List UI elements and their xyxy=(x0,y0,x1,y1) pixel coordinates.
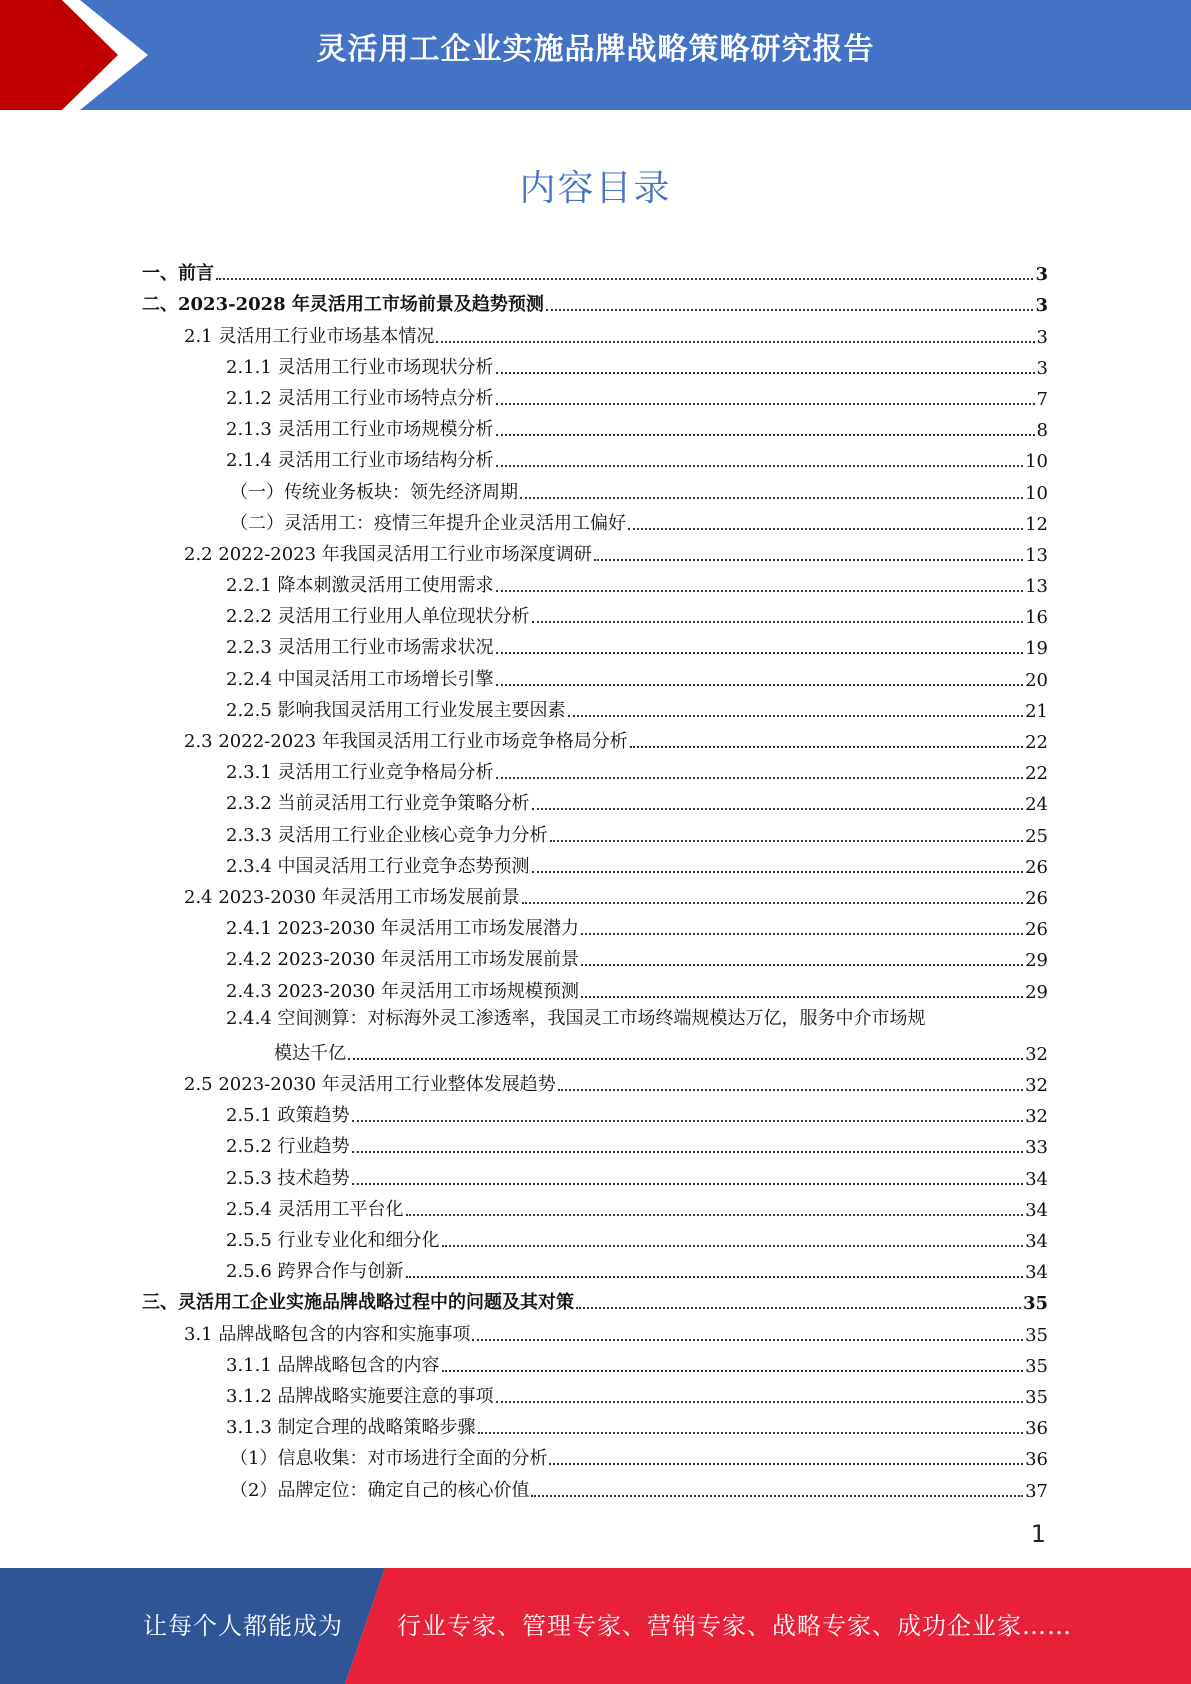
toc-entry[interactable] xyxy=(142,971,1048,1002)
dot-leader xyxy=(496,589,1024,592)
toc-entry-page: 35 xyxy=(1025,1324,1048,1346)
dot-leader xyxy=(581,963,1023,966)
toc-entry-label: 2.1.2 灵活用工行业市场特点分析 xyxy=(226,387,494,409)
dot-leader xyxy=(568,714,1024,717)
toc-entry-label: 2.2.4 中国灵活用工市场增长引擎 xyxy=(226,668,494,690)
dot-leader xyxy=(442,1244,1024,1247)
dot-leader xyxy=(496,433,1035,436)
toc-entry-page: 34 xyxy=(1025,1231,1048,1252)
dot-leader xyxy=(436,340,1034,343)
dot-leader xyxy=(594,558,1023,561)
toc-entry[interactable] xyxy=(142,472,1048,503)
dot-leader xyxy=(496,371,1035,374)
toc-entry-page: 21 xyxy=(1025,700,1048,722)
toc-entry-label: 2.3.2 当前灵活用工行业竞争策略分析 xyxy=(226,793,530,815)
toc-entry[interactable] xyxy=(142,254,1048,285)
dot-leader xyxy=(478,1431,1024,1434)
dot-leader xyxy=(352,1182,1024,1185)
toc-entry-label: 2.2.2 灵活用工行业用人单位现状分析 xyxy=(226,606,530,628)
toc-entry[interactable] xyxy=(142,1408,1048,1439)
toc-entry-page: 10 xyxy=(1025,451,1048,473)
toc-entry-label: 2.3 2022-2023 年我国灵活用工行业市场竞争格局分析 xyxy=(184,731,628,752)
toc-entry[interactable] xyxy=(142,1127,1048,1158)
dot-leader xyxy=(496,402,1035,405)
dot-leader xyxy=(496,1400,1024,1403)
toc-entry-label: 2.5 2023-2030 年灵活用工行业整体发展趋势 xyxy=(184,1074,556,1096)
dot-leader xyxy=(581,995,1023,998)
toc-entry-page: 33 xyxy=(1025,1137,1048,1159)
footer-slogan-left: 让每个人都能成为 xyxy=(143,1612,343,1640)
toc-entry[interactable] xyxy=(142,441,1048,472)
toc-entry[interactable] xyxy=(142,815,1048,846)
dot-leader xyxy=(522,901,1023,904)
dot-leader xyxy=(630,745,1023,748)
dot-leader xyxy=(406,1213,1024,1216)
toc-entry-label-continued: 模达千亿 xyxy=(274,1042,346,1064)
toc-entry[interactable] xyxy=(142,940,1048,971)
toc-entry-page: 34 xyxy=(1025,1199,1048,1221)
toc-entry-label: （1）信息收集：对市场进行全面的分析 xyxy=(230,1448,548,1470)
dot-leader xyxy=(496,683,1024,686)
toc-entry[interactable] xyxy=(142,316,1048,347)
toc-entry[interactable] xyxy=(142,597,1048,628)
toc-entry-label: 3.1.2 品牌战略实施要注意的事项 xyxy=(226,1385,494,1407)
toc-entry-label: 2.5.3 技术趋势 xyxy=(226,1167,350,1189)
page-footer xyxy=(0,1568,1191,1684)
toc-entry-page: 32 xyxy=(1025,1106,1048,1128)
toc-entry-label: 2.2.3 灵活用工行业市场需求状况 xyxy=(226,637,494,659)
toc-entry-label: 2.1 灵活用工行业市场基本情况 xyxy=(184,325,435,347)
page-number: 1 xyxy=(1030,1520,1046,1548)
toc-entry-page: 3 xyxy=(1036,357,1048,379)
toc-entry-label: 2.4.1 2023-2030 年灵活用工市场发展潜力 xyxy=(226,918,579,940)
toc-entry-page: 7 xyxy=(1036,388,1048,410)
toc-entry-page: 13 xyxy=(1025,576,1048,598)
toc-entry-page: 34 xyxy=(1025,1262,1048,1284)
toc-entry-label: （二）灵活用工：疫情三年提升企业灵活用工偏好 xyxy=(230,512,626,534)
toc-entry-label: 2.1.4 灵活用工行业市场结构分析 xyxy=(226,450,494,472)
dot-leader xyxy=(546,308,1034,311)
toc-entry[interactable] xyxy=(142,285,1048,316)
toc-entry[interactable] xyxy=(142,566,1048,597)
toc-entry-label: 2.4.2 2023-2030 年灵活用工市场发展前景 xyxy=(226,949,579,971)
report-title: 灵活用工企业实施品牌战略策略研究报告 xyxy=(316,32,875,67)
toc-entry-label: 2.2.5 影响我国灵活用工行业发展主要因素 xyxy=(226,699,566,721)
toc-entry[interactable] xyxy=(142,628,1048,659)
toc-entry[interactable] xyxy=(142,1283,1048,1314)
toc-entry-page: 24 xyxy=(1025,794,1048,816)
toc-entry-label: 2.5.1 政策趋势 xyxy=(226,1105,350,1127)
toc-entry-label: 2.5.2 行业趋势 xyxy=(226,1136,350,1158)
toc-entry[interactable] xyxy=(142,1221,1048,1252)
toc-entry-page: 36 xyxy=(1025,1449,1048,1471)
toc-entry-page: 13 xyxy=(1025,544,1048,566)
toc-entry-label: 2.4.3 2023-2030 年灵活用工市场规模预测 xyxy=(226,980,579,1002)
toc-entry[interactable] xyxy=(142,1190,1048,1221)
toc-entry-page: 36 xyxy=(1025,1418,1048,1440)
dot-leader xyxy=(496,464,1024,467)
toc-entry-page: 26 xyxy=(1025,856,1048,878)
toc-entry-label: 三、灵活用工企业实施品牌战略过程中的问题及其对策 xyxy=(142,1292,574,1314)
toc-entry-label: 3.1.1 品牌战略包含的内容 xyxy=(226,1354,440,1376)
toc-entry[interactable] xyxy=(142,504,1048,535)
dot-leader xyxy=(496,776,1024,779)
toc-entry-label: 2.2 2022-2023 年我国灵活用工行业市场深度调研 xyxy=(184,543,592,565)
toc-entry[interactable] xyxy=(142,1096,1048,1127)
dot-leader xyxy=(406,1275,1024,1278)
toc-entry-label: （2）品牌定位：确定自己的核心价值 xyxy=(230,1479,530,1501)
dot-leader xyxy=(581,932,1023,935)
toc-entry-label: 2.4.4 空间测算：对标海外灵工渗透率，我国灵工市场终端规模达万亿，服务中介市场规 xyxy=(226,1007,926,1029)
toc-entry-label: 2.5.4 灵活用工平台化 xyxy=(226,1198,404,1220)
footer-slogan-right: 行业专家、管理专家、营销专家、战略专家、成功企业家…… xyxy=(397,1612,1072,1640)
dot-leader xyxy=(532,620,1024,623)
toc-entry-page: 3 xyxy=(1036,326,1048,348)
dot-leader xyxy=(472,1338,1023,1341)
toc-entry-page: 3 xyxy=(1035,264,1048,286)
toc-heading: 内容目录 xyxy=(519,168,672,209)
toc-entry-page: 34 xyxy=(1025,1168,1048,1190)
dot-leader xyxy=(531,1494,1023,1497)
toc-entry-page: 10 xyxy=(1025,482,1048,504)
toc-entry-label: 2.5.5 行业专业化和细分化 xyxy=(226,1230,440,1251)
page-header xyxy=(0,0,1191,110)
toc-entry-label: 2.5.6 跨界合作与创新 xyxy=(226,1261,404,1283)
toc-entry-page: 35 xyxy=(1025,1355,1048,1377)
toc-entry-page: 37 xyxy=(1025,1480,1048,1502)
dot-leader xyxy=(496,651,1024,654)
toc-entry-page: 12 xyxy=(1025,513,1048,535)
toc-entry[interactable] xyxy=(142,1314,1048,1345)
dot-leader xyxy=(352,1150,1024,1153)
toc-entry[interactable] xyxy=(142,1439,1048,1470)
toc-entry-page: 32 xyxy=(1025,1043,1048,1065)
dot-leader xyxy=(558,1088,1023,1091)
toc-entry-label: 2.1.1 灵活用工行业市场现状分析 xyxy=(226,356,494,378)
toc-entry-label: 3.1.3 制定合理的战略策略步骤 xyxy=(226,1417,476,1439)
toc-entry-label: 2.3.4 中国灵活用工行业竞争态势预测 xyxy=(226,855,530,877)
toc-entry-page: 26 xyxy=(1025,919,1048,941)
toc-entry-label: 2.4 2023-2030 年灵活用工市场发展前景 xyxy=(184,886,520,908)
toc-entry-page: 22 xyxy=(1025,763,1048,785)
toc-entry[interactable] xyxy=(142,1346,1048,1377)
dot-leader xyxy=(628,527,1023,530)
toc-entry-page: 16 xyxy=(1025,607,1048,629)
toc-entry-label: 2.1.3 灵活用工行业市场规模分析 xyxy=(226,419,494,441)
toc-entry-page: 20 xyxy=(1025,669,1048,691)
toc-entry[interactable] xyxy=(142,909,1048,940)
dot-leader xyxy=(520,496,1023,499)
toc-entry-page: 35 xyxy=(1022,1293,1048,1315)
dot-leader xyxy=(348,1057,1023,1060)
toc-entry[interactable] xyxy=(142,847,1048,878)
dot-leader xyxy=(576,1306,1021,1309)
toc-entry[interactable] xyxy=(142,722,1048,753)
toc-entry-label: 2.2.1 降本刺激灵活用工使用需求 xyxy=(226,575,494,597)
toc-entry-label: （一）传统业务板块：领先经济周期 xyxy=(230,481,518,503)
toc-entry-page: 29 xyxy=(1025,950,1048,972)
table-of-contents xyxy=(142,254,1048,1502)
dot-leader xyxy=(532,870,1024,873)
toc-entry-page: 25 xyxy=(1025,825,1048,847)
toc-entry-label: 2.3.1 灵活用工行业竞争格局分析 xyxy=(226,762,494,784)
dot-leader xyxy=(216,277,1033,280)
toc-entry-label: 一、前言 xyxy=(142,263,214,285)
toc-entry-page: 22 xyxy=(1025,732,1048,753)
toc-entry-label: 2.3.3 灵活用工行业企业核心竞争力分析 xyxy=(226,824,548,846)
toc-entry[interactable] xyxy=(142,1065,1048,1096)
toc-entry[interactable] xyxy=(142,1252,1048,1283)
toc-entry[interactable] xyxy=(142,659,1048,690)
toc-entry-label: 二、2023-2028 年灵活用工市场前景及趋势预测 xyxy=(142,294,544,316)
toc-entry[interactable] xyxy=(142,535,1048,566)
dot-leader xyxy=(442,1369,1024,1372)
toc-entry[interactable] xyxy=(142,878,1048,909)
dot-leader xyxy=(352,1119,1024,1122)
toc-entry[interactable] xyxy=(142,410,1048,441)
toc-entry-page: 29 xyxy=(1025,981,1048,1003)
toc-entry-page: 19 xyxy=(1025,638,1048,660)
toc-entry[interactable] xyxy=(142,1377,1048,1408)
toc-entry-label: 3.1 品牌战略包含的内容和实施事项 xyxy=(184,1323,471,1345)
toc-entry[interactable] xyxy=(142,1470,1048,1501)
toc-entry-page: 3 xyxy=(1035,295,1048,317)
toc-entry-page: 8 xyxy=(1036,420,1048,442)
toc-entry-page: 35 xyxy=(1025,1386,1048,1408)
dot-leader xyxy=(532,807,1024,810)
dot-leader xyxy=(549,1462,1023,1465)
dot-leader xyxy=(550,839,1024,842)
toc-entry[interactable] xyxy=(142,1003,1048,1065)
toc-entry-page: 26 xyxy=(1025,887,1048,909)
toc-entry[interactable] xyxy=(142,379,1048,410)
toc-entry[interactable] xyxy=(142,348,1048,379)
toc-entry[interactable] xyxy=(142,753,1048,784)
toc-entry-page: 32 xyxy=(1025,1075,1048,1097)
toc-entry[interactable] xyxy=(142,784,1048,815)
toc-entry[interactable] xyxy=(142,1158,1048,1189)
toc-entry[interactable] xyxy=(142,691,1048,722)
